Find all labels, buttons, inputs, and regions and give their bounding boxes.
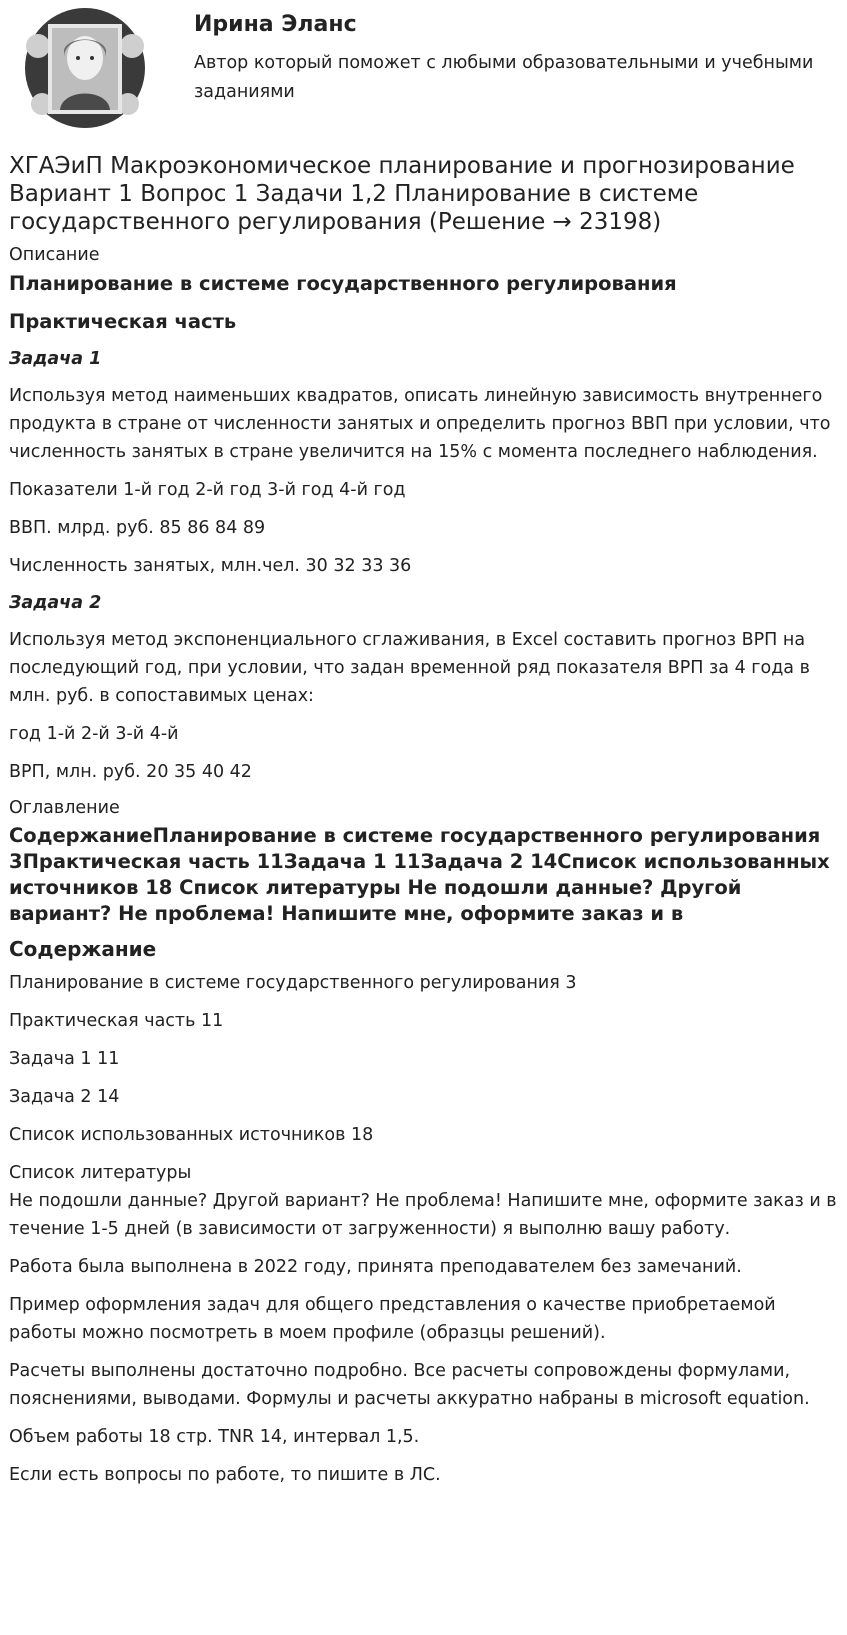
practical-heading: Практическая часть — [9, 310, 237, 333]
task1-row-header: Показатели 1-й год 2-й год 3-й год 4-й год — [9, 480, 406, 500]
task2-text: Используя метод экспоненциального сглаживания, в Excel составить прогноз ВРП на последующий год, при условии, что задан временной ряд показателя ВРП за 4 года в млн. руб. в сопоставимых ценах: — [9, 630, 810, 706]
task1-heading: Задача 1 — [9, 349, 102, 369]
task1-row-gdp: ВВП. млрд. руб. 85 86 84 89 — [9, 518, 266, 538]
contents-item: Практическая часть 11 — [9, 1011, 224, 1031]
footer-paragraph: Объем работы 18 стр. TNR 14, интервал 1,5. — [9, 1427, 420, 1447]
task2-row-years: год 1-й 2-й 3-й 4-й — [9, 724, 179, 744]
footer-paragraph: Работа была выполнена в 2022 году, принята преподавателем без замечаний. — [9, 1257, 742, 1277]
contents-heading: Содержание — [9, 937, 157, 961]
task1-text: Используя метод наименьших квадратов, описать линейную зависимость внутреннего продукта в стране от численности занятых и определить прогноз ВВП при условии, что численность занятых в стране увеличится на 15% с момента последнего наблюдения. — [9, 386, 831, 462]
task1-row-employed: Численность занятых, млн.чел. 30 32 33 36 — [9, 556, 412, 576]
contents-literature: Список литературы — [9, 1163, 192, 1183]
contents-item: Задача 2 14 — [9, 1087, 120, 1107]
toc-text: СодержаниеПланирование в системе государственного регулирования 3Практическая часть 11Задача 1 11Задача 2 14Список использованных источников 18 Список литературы Не подошли данные? Другой вариант? Не проблема! Напишите мне, оформите заказ и в — [9, 824, 830, 925]
author-name[interactable]: Ирина Эланс — [194, 12, 357, 37]
footer-paragraph: Пример оформления задач для общего представления о качестве приобретаемой работы можно посмотреть в моем профиле (образцы решений). — [9, 1295, 776, 1343]
footer-paragraph: Расчеты выполнены достаточно подробно. Все расчеты сопровождены формулами, пояснениями, выводами. Формулы и расчеты аккуратно набраны в microsoft equation. — [9, 1361, 810, 1409]
task2-heading: Задача 2 — [9, 593, 102, 613]
footer-paragraph: Если есть вопросы по работе, то пишите в ЛС. — [9, 1465, 441, 1485]
section-heading: Планирование в системе государственного регулирования — [9, 272, 677, 295]
footer-paragraph: Не подошли данные? Другой вариант? Не проблема! Напишите мне, оформите заказ и в течение 1-5 дней (в зависимости от загруженности) я выполню вашу работу. — [9, 1191, 837, 1239]
toc-label: Оглавление — [9, 798, 120, 818]
task2-row-grp: ВРП, млн. руб. 20 35 40 42 — [9, 762, 252, 782]
author-card — [9, 0, 838, 136]
author-avatar[interactable] — [14, 6, 156, 130]
contents-item: Планирование в системе государственного регулирования 3 — [9, 973, 577, 993]
contents-item: Задача 1 11 — [9, 1049, 120, 1069]
description-label: Описание — [9, 245, 100, 265]
author-description: Автор который поможет с любыми образовательными и учебными заданиями — [194, 53, 814, 102]
page-title: ХГАЭиП Макроэкономическое планирование и прогнозирование Вариант 1 Вопрос 1 Задачи 1,2 Планирование в системе государственного регулирования (Решение → 23198) — [9, 153, 795, 235]
contents-item: Список использованных источников 18 — [9, 1125, 374, 1145]
